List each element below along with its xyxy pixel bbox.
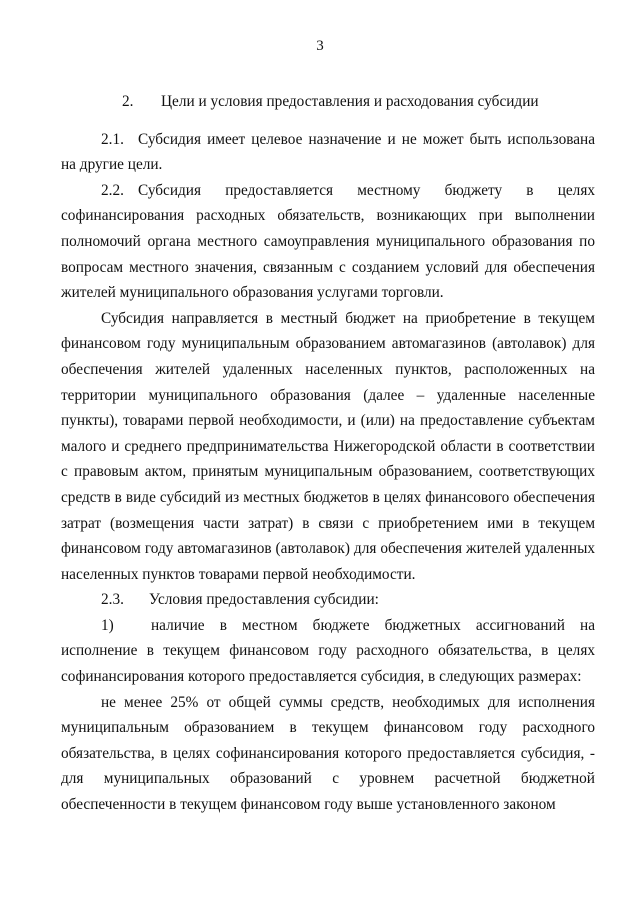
paragraph-2-2-number: 2.2. [101,181,124,199]
paragraph-2-1-number: 2.1. [101,130,124,148]
document-body [61,89,595,818]
paragraph-item-1 [61,613,595,690]
paragraph-2-3-text: Условия предоставления субсидии: [149,591,379,609]
paragraph-item-1-text: наличие в местном бюджете бюджетных ассигнований на исполнение в текущем финансовом году расходного обязательства, в целях софинансирования которого предоставляется субсидия, в следующих размерах: [61,616,595,686]
paragraph-min-share: не менее 25% от общей суммы средств, необходимых для исполнения муниципальным образованием в текущем финансовом году расходного обязательства, в целях софинансирования которого предоставляется субсидия, - для муниципальных образований с уровнем расчетной бюджетной обеспеченности в текущем финансовом году выше установленного законом [61,693,595,814]
paragraph-subsidy-direction: Субсидия направляется в местный бюджет на приобретение в текущем финансовом году муниципальным образованием автомагазинов (автолавок) для обеспечения жителей удаленных населенных пунктов, расположенных на территории муниципального образования (далее – удаленные населенные пункты), товарами первой необходимости, и (или) на предоставление субъектам малого и среднего предпринимательства Нижегородской области в соответствии с правовым актом, принятым муниципальным образованием, соответствующих средств в виде субсидий из местных бюджетов в целях финансового обеспечения затрат (возмещения части затрат) в связи с приобретением ими в текущем финансовом году автомагазинов (автолавок) для обеспечения жителей удаленных населенных пунктов товарами первой необходимости. [61,309,595,583]
paragraph-2-3 [61,587,595,613]
section-heading [61,89,595,115]
page-number: 3 [316,38,324,54]
paragraph-2-1 [61,127,595,178]
paragraph-2-3-number: 2.3. [101,591,124,609]
paragraph-item-1-number: 1) [101,616,114,634]
paragraph-2-2 [61,178,595,306]
paragraph-2-1-text: Субсидия имеет целевое назначение и не может быть использована на другие цели. [61,130,595,174]
section-title: Цели и условия предоставления и расходования субсидии [161,93,539,110]
section-number: 2. [122,93,134,110]
paragraph-2-2-text: Субсидия предоставляется местному бюджету в целях софинансирования расходных обязательств, возникающих при выполнении полномочий органа местного самоуправления муниципального образования по вопросам местного значения, связанным с созданием условий для обеспечения жителей муниципального образования услугами торговли. [61,181,595,302]
